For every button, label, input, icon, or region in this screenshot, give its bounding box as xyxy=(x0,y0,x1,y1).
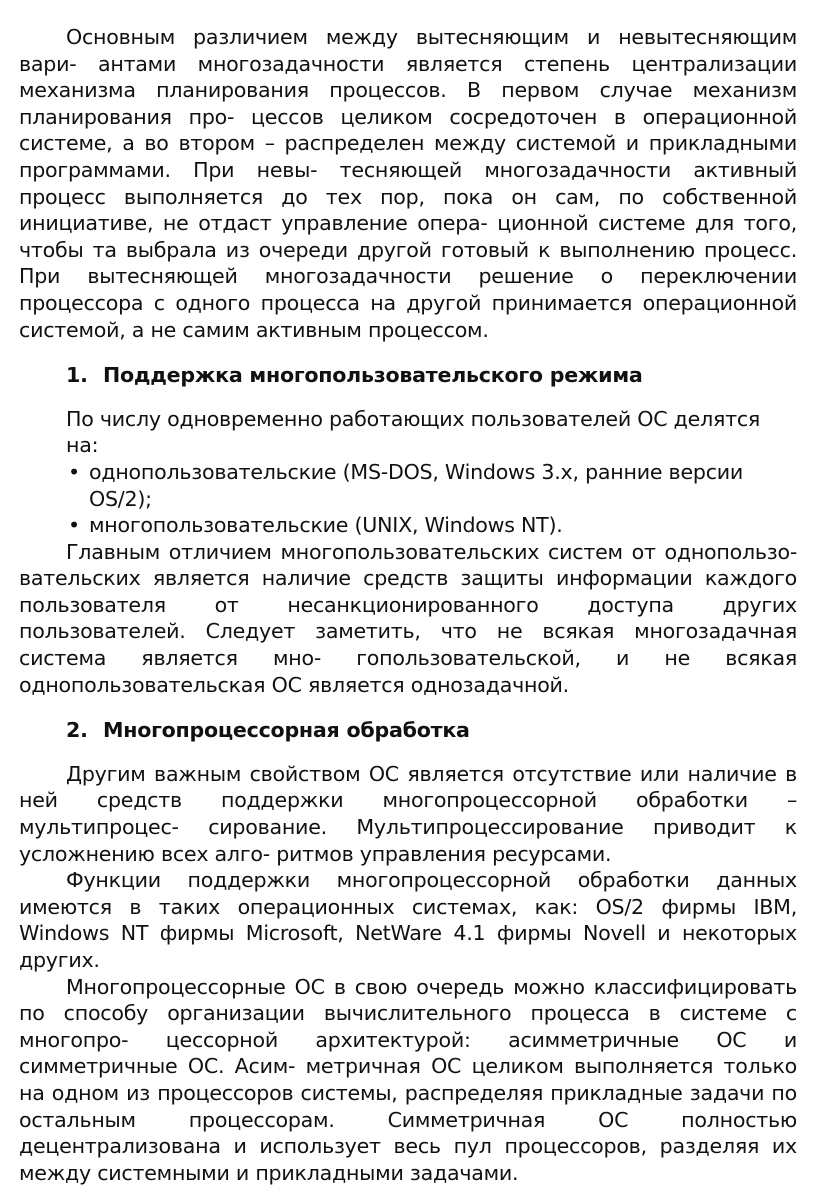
section-1-heading xyxy=(19,362,797,389)
spacer xyxy=(19,744,797,761)
spacer xyxy=(19,389,797,406)
list-item xyxy=(19,512,769,539)
section-2-paragraph: Функции поддержки многопроцессорной обработки данных имеются в таких операционных системах, как: OS/2 фирмы IBM, Windows NT фирмы Microsoft, NetWare 4.1 фирмы Novell и некоторых других. xyxy=(19,868,797,972)
intro-paragraph: Основным различием между вытесняющим и невытесняющим вари- антами многозадачности является степень централизации механизма планирования процессов. В первом случае механизм планирования про- цессов целиком сосредоточен в операционной системе, а во втором – распределен между системой и прикладными программами. При невы- тесняющей многозадачности активный процесс выполняется до тех пор, пока он сам, по собственной инициативе, не отдаст управление опера- ционной системе для того, чтобы та выбрала из очереди другой готовый к выполнению процесс. При вытесняющей многозадачности решение о переключении процессора с одного процесса на другой принимается операционной системой, а не самим активным процессом. xyxy=(19,25,797,342)
spacer xyxy=(19,698,797,717)
section-2-number: 2. xyxy=(66,718,88,743)
section-2-paragraph: Другим важным свойством ОС является отсутствие или наличие в ней средств поддержки многопроцессорной обработки – мультипроцес- сирование. Мультипроцессирование приводит к усложнению всех алго- ритмов управления ресурсами. xyxy=(19,761,797,866)
section-2-title: Многопроцессорная обработка xyxy=(103,718,470,743)
bullet-icon: • xyxy=(68,459,80,484)
section-1-intro: По числу одновременно работающих пользователей ОС делятся на: xyxy=(66,406,761,458)
section-2-heading xyxy=(19,717,797,744)
section-1-paragraph: Главным отличием многопользовательских систем от однопользо- вательских является наличие средств защиты информации каждого пользователя от несанкционированного доступа других пользователей. Следует заметить, что не всякая многозадачная система является мно- гопользовательской, и не всякая однопользовательская ОС является однозадачной. xyxy=(19,539,797,697)
os-user-types-list xyxy=(19,459,797,539)
list-item-text: однопользовательские (MS-DOS, Windows 3.x, ранние версии OS/2); xyxy=(89,459,744,511)
spacer xyxy=(19,343,797,362)
document-page xyxy=(19,24,797,1186)
section-1-title: Поддержка многопользовательского режима xyxy=(103,363,643,388)
list-item-text: многопользовательские (UNIX, Windows NT). xyxy=(89,513,563,538)
list-item xyxy=(19,459,769,512)
section-2-paragraph: Многопроцессорные ОС в свою очередь можно классифицировать по способу организации вычислительного процесса в системе с многопро- цессорной архитектурой: асимметричные ОС и симметричные ОС. Асим- метричная ОС целиком выполняется только на одном из процессоров системы, распределяя прикладные задачи по остальным процессорам. Симметричная ОС полностью децентрализована и использует весь пул процессоров, разделяя их между системными и прикладными задачами. xyxy=(19,974,797,1185)
bullet-icon: • xyxy=(68,513,80,538)
section-1-number: 1. xyxy=(66,363,88,388)
